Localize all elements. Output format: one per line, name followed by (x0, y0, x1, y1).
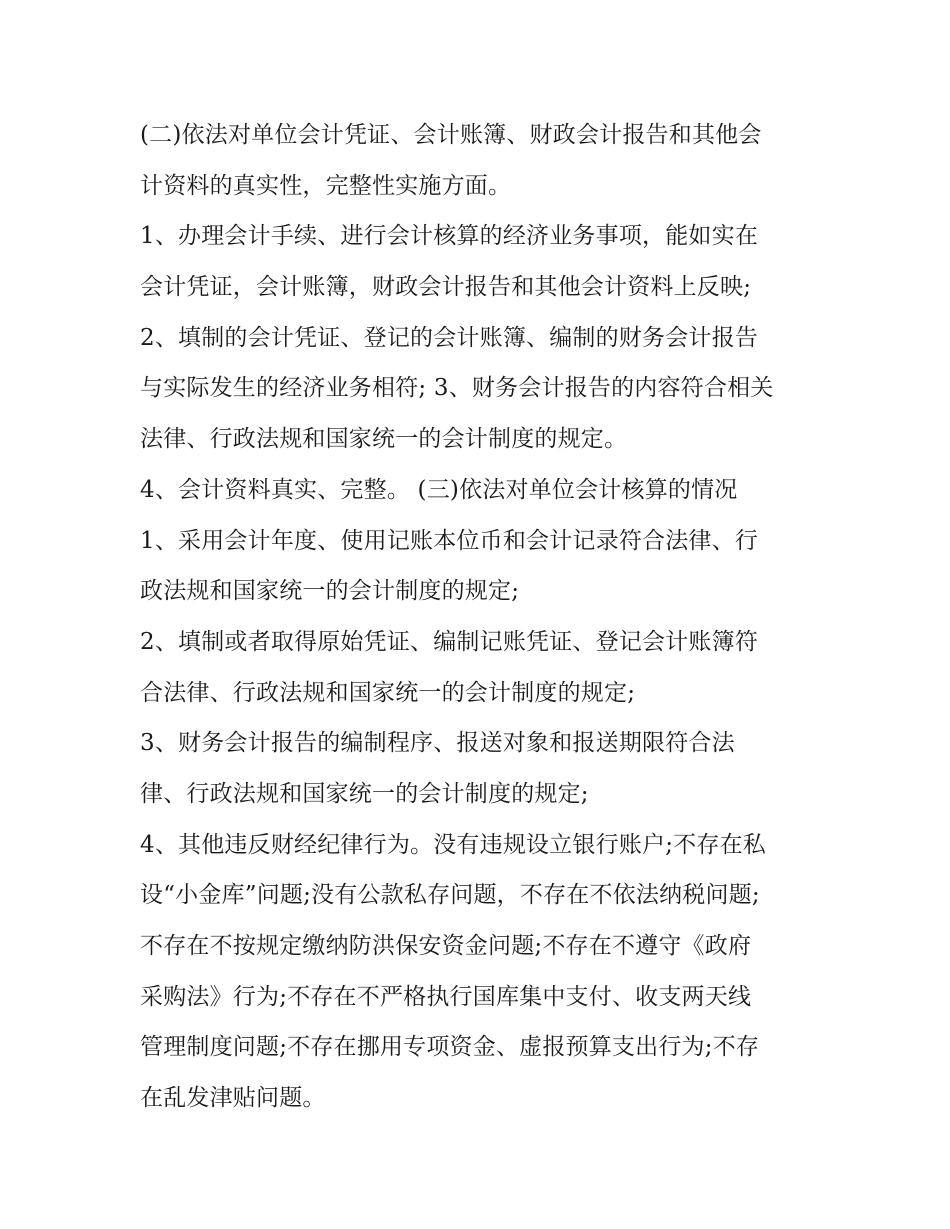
text-line: 2、填制或者取得原始凭证、编制记账凭证、登记会计账簿符 (140, 628, 759, 655)
text-line: 4、其他违反财经纪律行为。没有违规设立银行账户;不存在私 (140, 831, 766, 858)
text-line: (二)依法对单位会计凭证、会计账簿、财政会计报告和其他会 (140, 122, 762, 148)
text-line: 计资料的真实性，完整性实施方面。 (140, 172, 512, 199)
text-line: 2、填制的会计凭证、登记的会计账簿、编制的财务会计报告 (140, 324, 759, 351)
text-line: 1、办理会计手续、进行会计核算的经济业务事项，能如实在 (140, 223, 759, 250)
text-line: 政法规和国家统一的会计制度的规定; (140, 578, 520, 605)
text-line: 合法律、行政法规和国家统一的会计制度的规定; (140, 679, 636, 706)
text-line: 1、采用会计年度、使用记账本位币和会计记录符合法律、行 (140, 527, 759, 554)
text-line: 在乱发津贴问题。 (140, 1085, 326, 1112)
text-line: 不存在不按规定缴纳防洪保安资金问题;不存在不遵守《政府 (140, 933, 752, 959)
text-line: 律、行政法规和国家统一的会计制度的规定; (140, 780, 589, 807)
text-line: 管理制度问题;不存在挪用专项资金、虚报预算支出行为;不存 (140, 1034, 760, 1061)
text-line: 4、会计资料真实、完整。 (三)依法对单位会计核算的情况 (140, 476, 738, 503)
document-body (140, 110, 820, 1124)
text-line: 采购法》行为;不存在不严格执行国库集中支付、收支两天线 (140, 983, 752, 1010)
text-line: 3、财务会计报告的编制程序、报送对象和报送期限符合法 (140, 730, 735, 757)
text-line: 会计凭证，会计账簿，财政会计报告和其他会计资料上反映; (140, 274, 752, 301)
text-line: 与实际发生的经济业务相符; 3、财务会计报告的内容符合相关 (140, 375, 774, 402)
text-line: 法律、行政法规和国家统一的会计制度的规定。 (140, 426, 628, 453)
text-line: 设“小金库”问题;没有公款私存问题，不存在不依法纳税问题; (140, 882, 760, 909)
